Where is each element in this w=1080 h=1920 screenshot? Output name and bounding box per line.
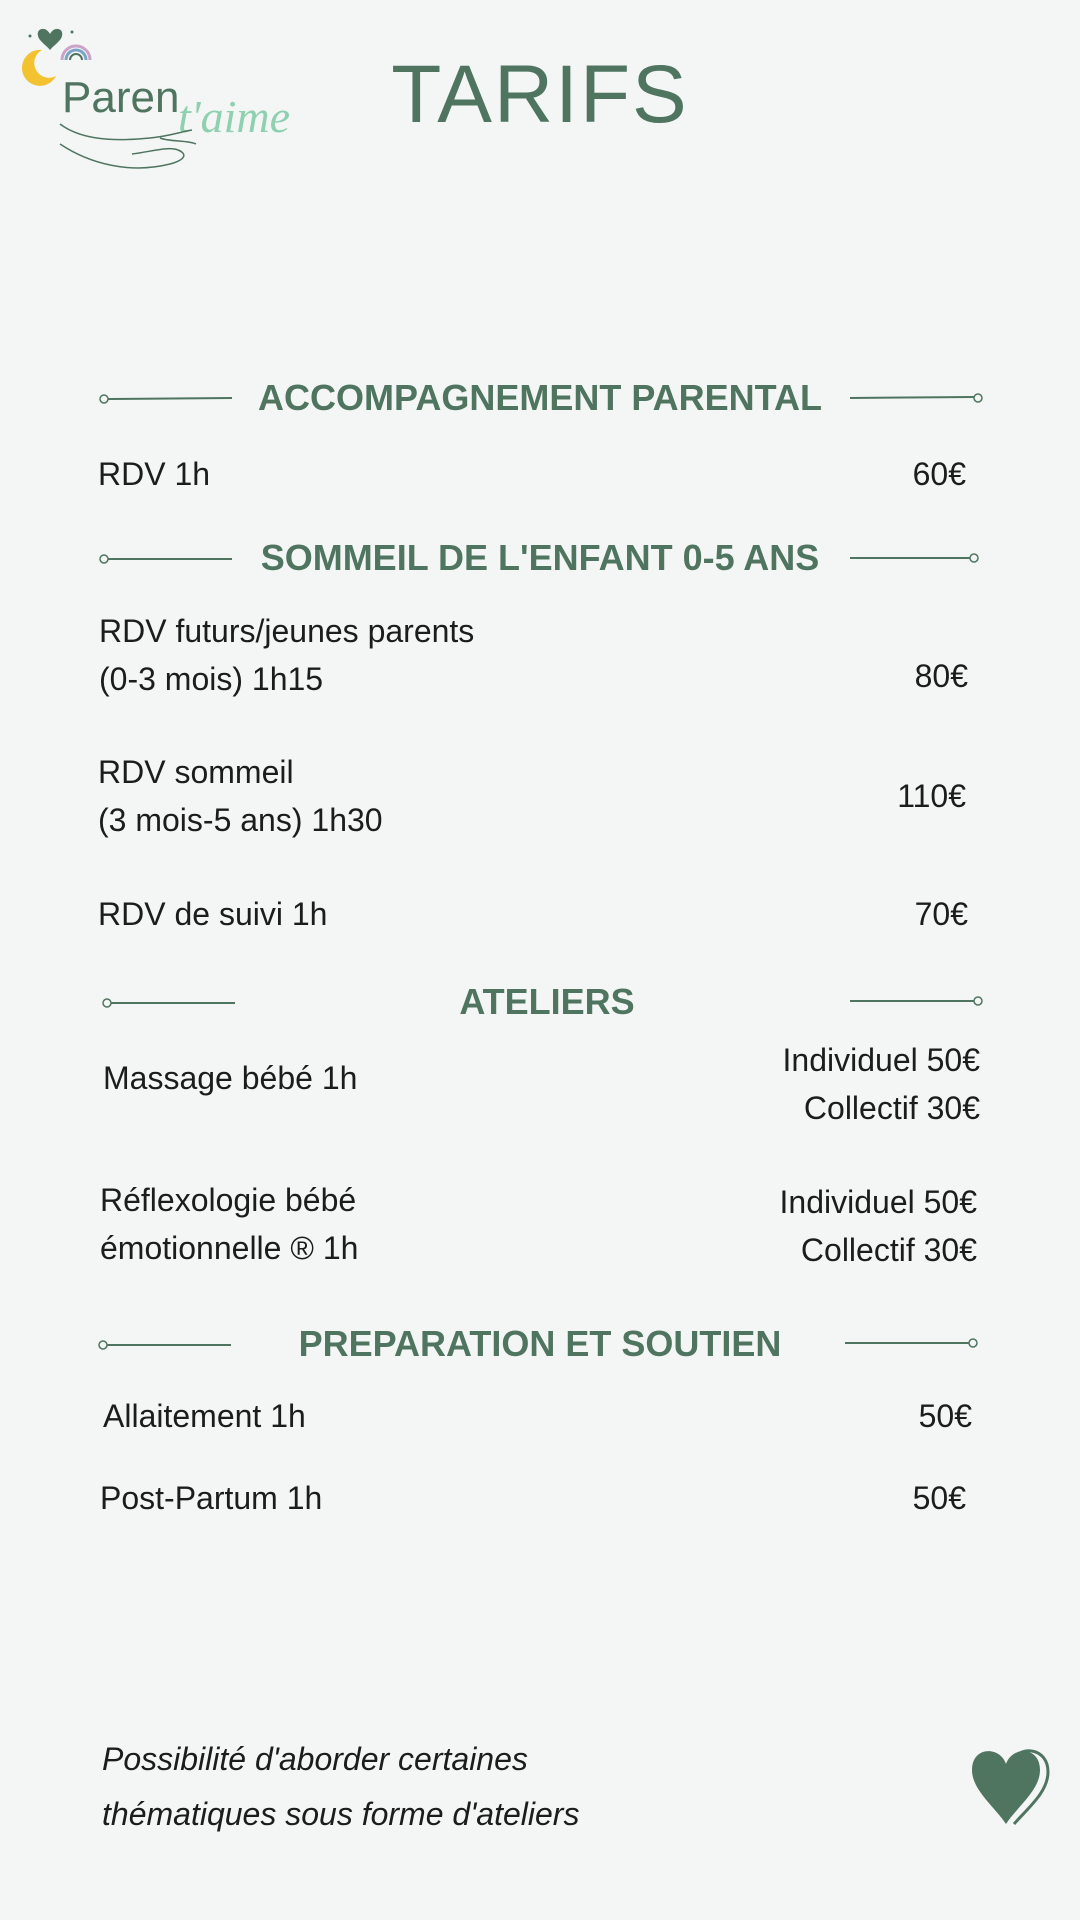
service-price: 110€ [897, 778, 966, 814]
divider-right [845, 1336, 979, 1350]
heart-icon [966, 1740, 1052, 1826]
service-label [99, 607, 474, 703]
divider-right [850, 391, 984, 405]
service-label: Post-Partum 1h [100, 1480, 323, 1516]
section-heading-sommeil: SOMMEIL DE L'ENFANT 0-5 ANS [260, 537, 820, 578]
service-label-line: RDV futurs/jeunes parents [99, 613, 475, 649]
section-heading-accompagnement: ACCOMPAGNEMENT PARENTAL [258, 377, 822, 418]
section-heading-preparation: PREPARATION ET SOUTIEN [298, 1323, 782, 1364]
service-price: 80€ [914, 658, 968, 694]
service-price-line: Collectif 30€ [800, 1232, 977, 1268]
footer-note [102, 1732, 702, 1842]
divider-right [850, 551, 980, 565]
service-label: Massage bébé 1h [103, 1060, 358, 1096]
service-price [700, 1036, 980, 1132]
service-price [700, 1178, 977, 1274]
service-label-line: RDV sommeil [98, 754, 294, 790]
divider-right [850, 994, 984, 1008]
service-price-line: Individuel 50€ [779, 1184, 977, 1220]
page-title-text: TARIFS [391, 49, 689, 140]
logo-text-accent: t'aime [178, 91, 291, 142]
service-label-line: (0-3 mois) 1h15 [99, 661, 324, 697]
service-price: 50€ [912, 1480, 966, 1516]
service-label: Allaitement 1h [103, 1398, 306, 1434]
service-price: 60€ [912, 456, 966, 492]
service-label-line: émotionnelle ® 1h [100, 1230, 359, 1266]
footer-note-line: Possibilité d'aborder certaines [102, 1741, 528, 1777]
service-price: 70€ [914, 896, 968, 932]
service-label [98, 748, 383, 844]
footer-note-line: thématiques sous forme d'ateliers [102, 1796, 580, 1832]
logo-text-main: Paren [62, 73, 180, 122]
service-label: RDV 1h [98, 456, 211, 492]
service-label-line: (3 mois-5 ans) 1h30 [98, 802, 383, 838]
service-label [100, 1176, 358, 1272]
service-label-line: Réflexologie bébé [100, 1182, 357, 1218]
section-heading-ateliers: ATELIERS [459, 981, 635, 1022]
service-label: RDV de suivi 1h [98, 896, 328, 932]
service-price-line: Collectif 30€ [803, 1090, 980, 1126]
service-price: 50€ [918, 1398, 972, 1434]
service-price-line: Individuel 50€ [782, 1042, 980, 1078]
page-title [0, 48, 1080, 142]
